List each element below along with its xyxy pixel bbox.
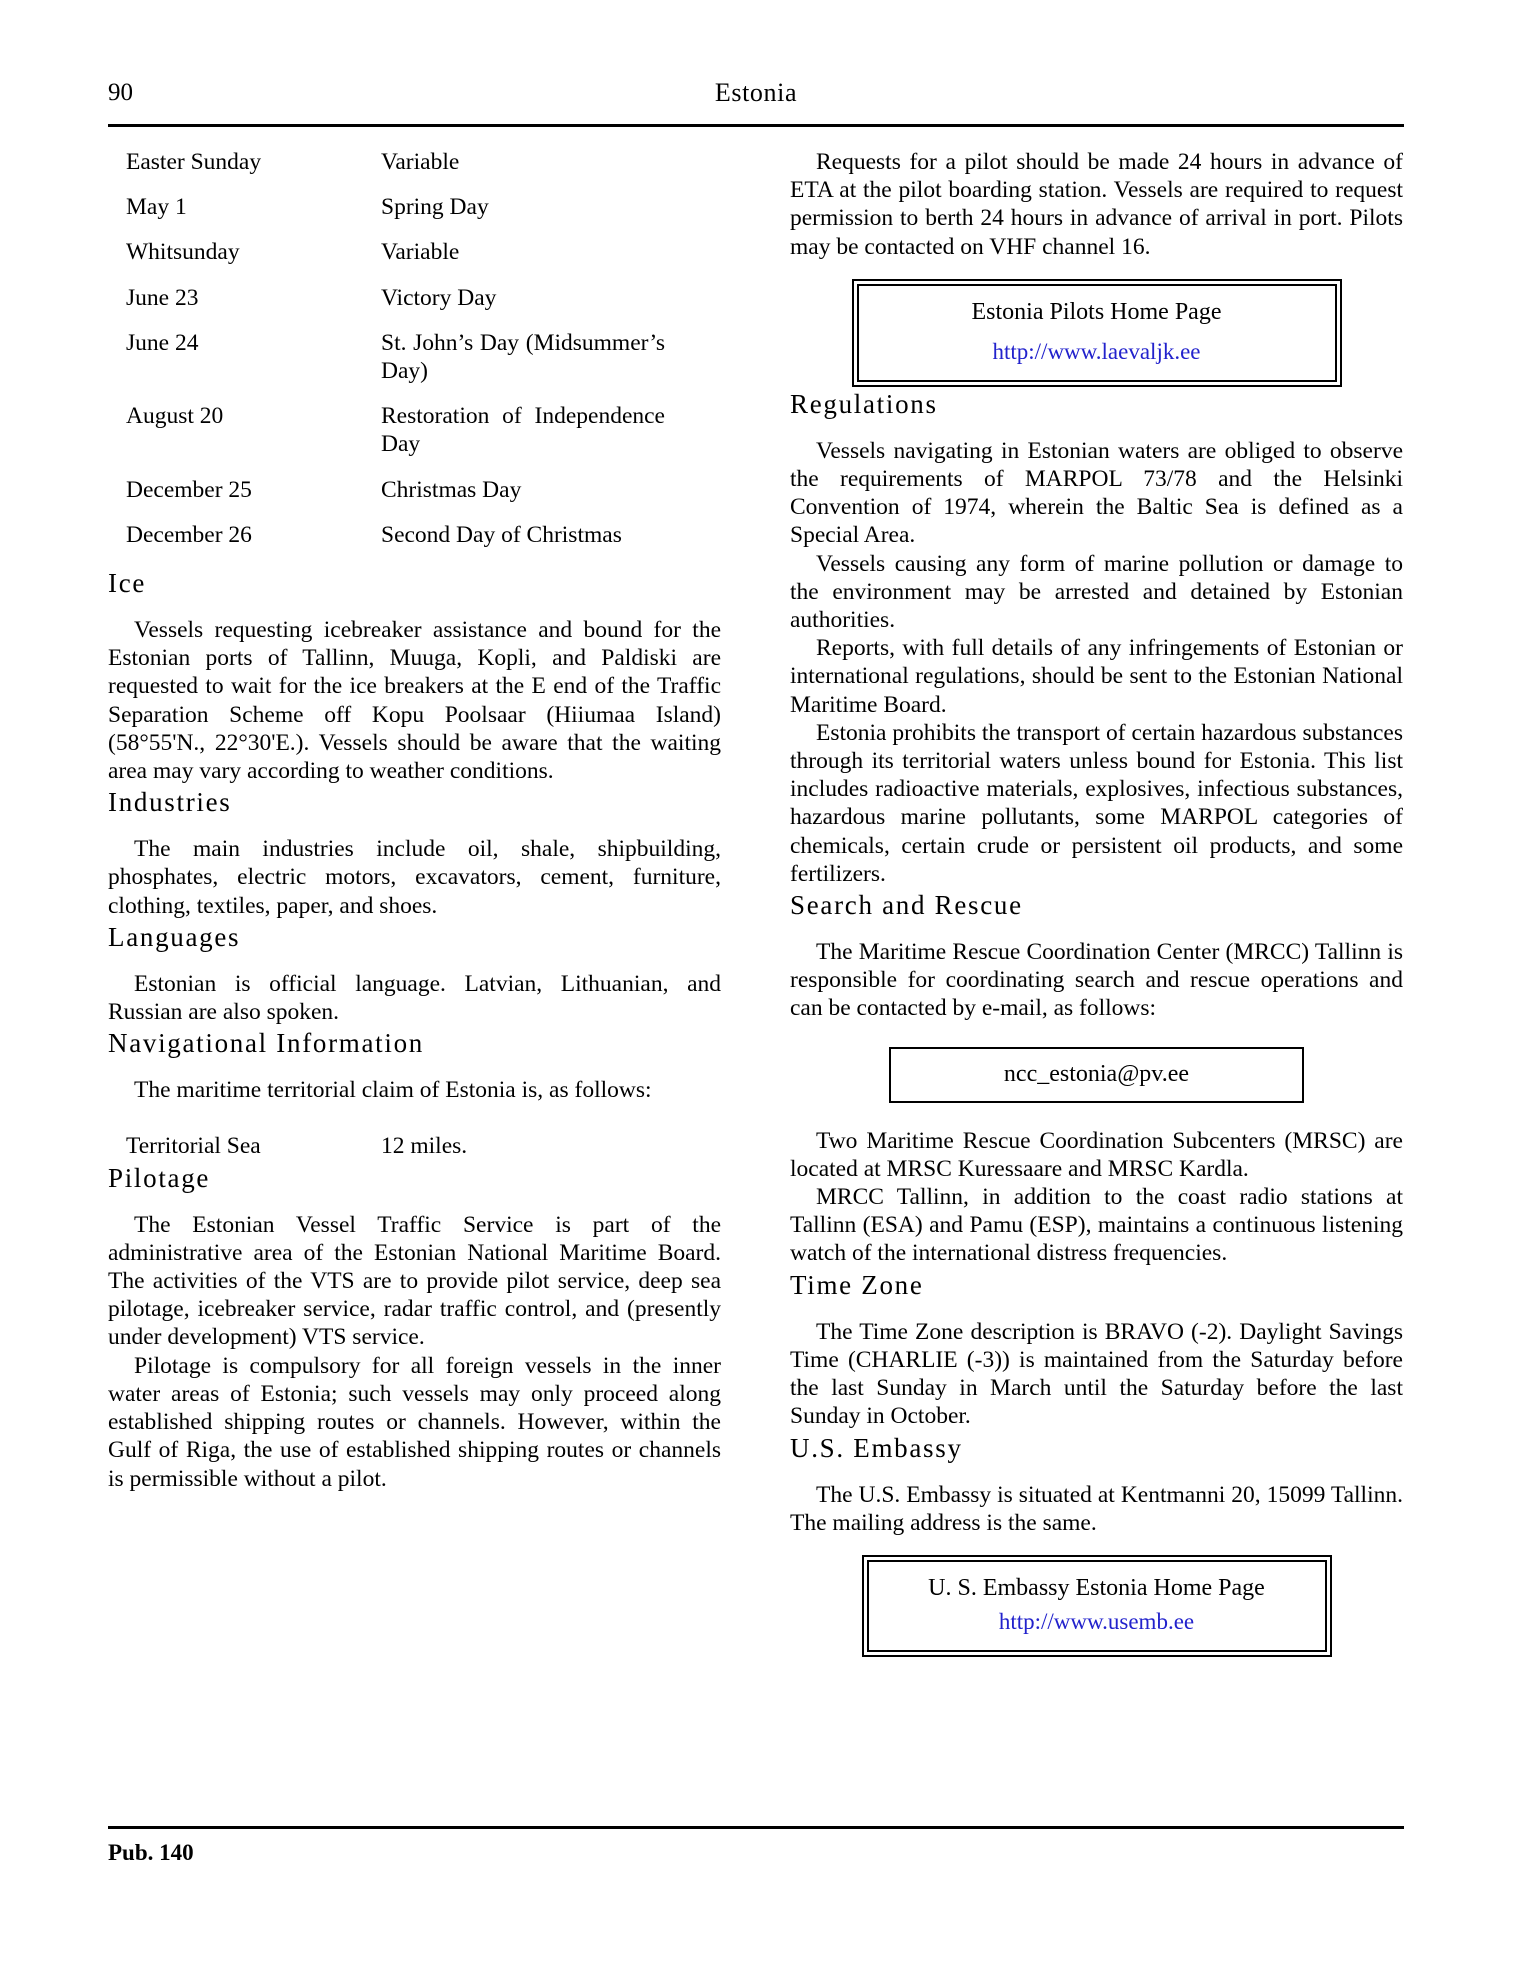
territorial-claim-table: [108, 1132, 721, 1160]
pilots-home-page-title: Estonia Pilots Home Page: [971, 298, 1222, 325]
us-embassy-home-page-box-inner: [867, 1560, 1327, 1652]
holiday-date: Easter Sunday: [126, 149, 262, 175]
pilots-home-page-box: [852, 279, 1342, 387]
section-heading-ice: Ice: [108, 568, 147, 599]
section-heading-us-embassy: U.S. Embassy: [790, 1432, 963, 1463]
paragraph-regulations-3: Reports, with full details of any infringements of Estonian or international regulations, should be sent to the Estonian National Maritime Board.: [790, 635, 1403, 718]
table-row: [108, 476, 721, 521]
table-row: [108, 1132, 721, 1160]
holiday-name: Restoration of Independence Day: [381, 403, 665, 458]
running-title: Estonia: [714, 78, 798, 107]
paragraph-pilot-requests: Requests for a pilot should be made 24 hours in advance of ETA at the pilot boarding station. Vessels are required to request permission to berth 24 hours in advance of arrival in port. Pilots may be contacted on VHF channel 16.: [790, 149, 1403, 260]
table-row: [108, 521, 721, 566]
claim-term: Territorial Sea: [126, 1133, 261, 1160]
holiday-name: Victory Day: [381, 284, 497, 311]
table-row: [108, 284, 721, 329]
section-heading-regulations: Regulations: [790, 388, 938, 419]
holiday-date: December 25: [126, 476, 252, 503]
holiday-date: August 20: [126, 403, 224, 430]
paragraph-search-and-rescue-1: The Maritime Rescue Coordination Center (MRCC) Tallinn is responsible for coordinating search and rescue operations and can be contacted by e-mail, as follows:: [790, 939, 1403, 1022]
paragraph-search-and-rescue-2: Two Maritime Rescue Coordination Subcenters (MRSC) are located at MRSC Kuressaare and MRSC Kardla.: [790, 1127, 1403, 1182]
page-header: [108, 78, 1404, 118]
paragraph-time-zone: The Time Zone description is BRAVO (-2). Daylight Savings Time (CHARLIE (-3)) is maintained from the Saturday before the last Sunday in March until the Saturday before the last Sunday in October.: [790, 1318, 1403, 1430]
section-heading-languages: Languages: [108, 921, 241, 952]
paragraph-pilotage-1: The Estonian Vessel Traffic Service is part of the administrative area of the Estonian National Maritime Board. The activities of the VTS are to provide pilot service, deep sea pilotage, icebreaker service, radar traffic control, and (presently under development) VTS service.: [108, 1211, 721, 1351]
paragraph-ice: Vessels requesting icebreaker assistance and bound for the Estonian ports of Tallinn, Muuga, Kopli, and Paldiski are requested to wait for the ice breakers at the E end of the Traffic Separation Scheme off Kopu Poolsaar (Hiiumaa Island) (58°55'N., 22°30'E.). Vessels should be aware that the waiting area may vary according to weather conditions.: [108, 617, 721, 785]
paragraph-industries: The main industries include oil, shale, shipbuilding, phosphates, electric motors, excavators, cement, furniture, clothing, textiles, paper, and shoes.: [108, 836, 721, 919]
paragraph-regulations-4: Estonia prohibits the transport of certain hazardous substances through its territorial waters unless bound for Estonia. This list includes radioactive materials, explosives, infectious substances, hazardous marine pollutants, some MARPOL categories of chemicals, certain crude or persistent oil products, and some fertilizers.: [790, 719, 1403, 887]
holiday-date: May 1: [126, 194, 187, 221]
footer-publication: Pub. 140: [108, 1840, 194, 1865]
holiday-name: Spring Day: [381, 194, 489, 221]
section-heading-pilotage: Pilotage: [108, 1162, 211, 1193]
section-heading-industries: Industries: [108, 787, 232, 818]
paragraph-regulations-1: Vessels navigating in Estonian waters are obliged to observe the requirements of MARPOL 73/78 and the Helsinki Convention of 1974, wherein the Baltic Sea is defined as a Special Area.: [790, 437, 1403, 549]
table-row: [108, 402, 721, 475]
table-row: [108, 148, 721, 193]
holiday-name: Variable: [381, 239, 460, 266]
section-heading-navigational-information: Navigational Information: [108, 1028, 424, 1059]
section-heading-time-zone: Time Zone: [790, 1269, 924, 1300]
table-row: [108, 238, 721, 283]
us-embassy-home-page-box: [862, 1555, 1332, 1657]
holiday-date: Whitsunday: [126, 239, 240, 266]
table-row: [108, 329, 721, 402]
holiday-name: St. John’s Day (Midsummer’s Day): [381, 329, 665, 385]
holiday-date: December 26: [126, 521, 252, 548]
paragraph-languages: Estonian is official language. Latvian, Lithuanian, and Russian are also spoken.: [108, 970, 721, 1026]
section-heading-search-and-rescue: Search and Rescue: [790, 890, 1023, 921]
right-column: [790, 148, 1403, 1657]
header-rule: [108, 124, 1404, 127]
claim-value: 12 miles.: [381, 1133, 468, 1160]
paragraph-pilotage-2: Pilotage is compulsory for all foreign vessels in the inner water areas of Estonia; such vessels may only proceed along established shipping routes or channels. However, within the Gulf of Riga, the use of established shipping routes or channels is permissible without a pilot.: [108, 1352, 721, 1492]
left-column: [108, 148, 721, 1493]
paragraph-navigational-information: The maritime territorial claim of Estonia is, as follows:: [134, 1077, 652, 1104]
holiday-name: Christmas Day: [381, 476, 522, 503]
holiday-date: June 24: [126, 329, 199, 356]
holidays-table: [108, 148, 721, 566]
us-embassy-home-page-title: U. S. Embassy Estonia Home Page: [928, 1574, 1265, 1601]
paragraph-us-embassy: The U.S. Embassy is situated at Kentmanni 20, 15099 Tallinn. The mailing address is the same.: [790, 1481, 1403, 1536]
pilots-home-page-link[interactable]: http://www.laevaljk.ee: [992, 338, 1201, 364]
pilots-home-page-box-inner: [857, 284, 1337, 382]
paragraph-search-and-rescue-3: MRCC Tallinn, in addition to the coast radio stations at Tallinn (ESA) and Pamu (ESP), maintains a continuous listening watch of the international distress frequencies.: [790, 1184, 1403, 1267]
mrcc-email-address[interactable]: ncc_estonia@pv.ee: [1003, 1060, 1190, 1087]
page-number: 90: [108, 79, 133, 106]
table-row: [108, 193, 721, 238]
holiday-date: June 23: [126, 284, 199, 311]
paragraph-regulations-2: Vessels causing any form of marine pollution or damage to the environment may be arrested and detained by Estonian authorities.: [790, 550, 1403, 634]
mrcc-email-box: [889, 1047, 1304, 1103]
holiday-name: Variable: [381, 149, 460, 175]
footer-rule: [108, 1826, 1404, 1829]
holiday-name: Second Day of Christmas: [381, 521, 622, 548]
us-embassy-home-page-link[interactable]: http://www.usemb.ee: [998, 1608, 1195, 1634]
